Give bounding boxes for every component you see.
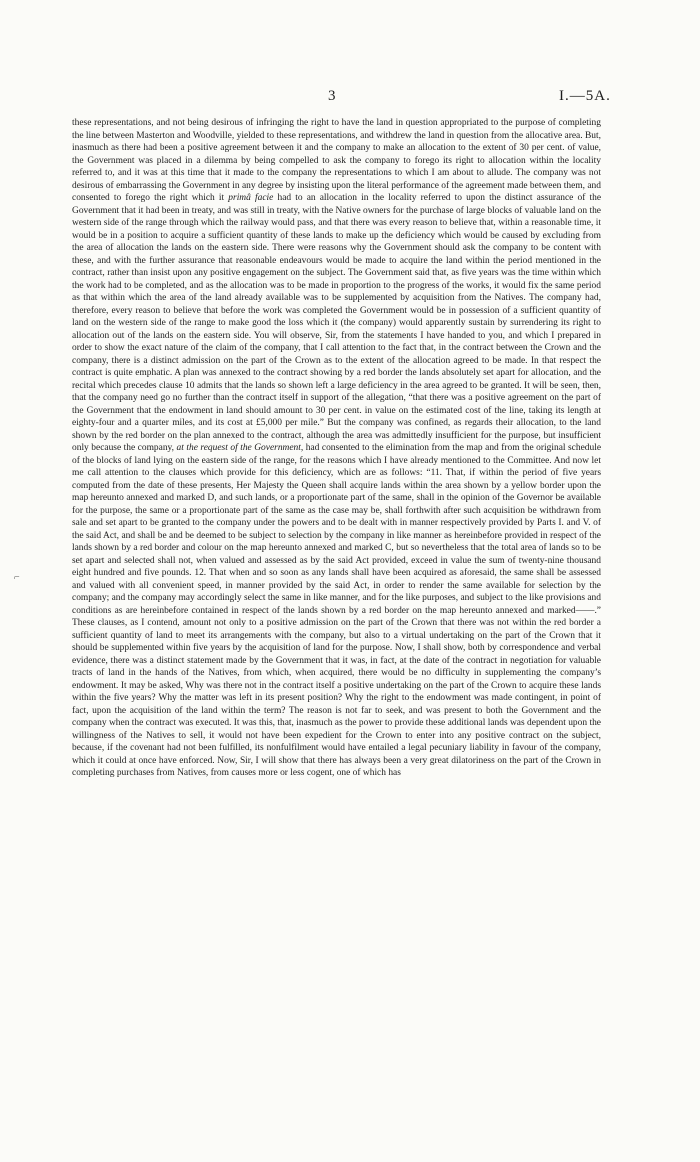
page-number: 3 xyxy=(328,88,336,104)
body-text-part-3: had consented to the elimination from the map and from the original schedule of the blocks of land lying on the eastern side of the range, for the reasons which I have already mentioned to the Committee. And now let me call attention to the clauses which provide for this deficiency, which are as follows: “11. That, if within the period of five years computed from the date of these presents, Her Majesty the Queen shall acquire lands within the area shown by a yellow border upon the map hereunto annexed and marked D, and such lands, or a proportionate part of the same, shall in the opinion of the Governor be available for the purpose, the same or a proportionate part of the same as the case may be, shall forthwith after such acquisition be withdrawn from sale and set apart to be granted to the company under the powers and to be dealt with in manner respectively provided by Parts I. and V. of the said Act, and shall be and be deemed to be subject to selection by the company in like manner as hereinbefore provided in respect of the lands shown by a red border and colour on the map hereunto annexed and marked C, but so nevertheless that the total area of lands so to be set apart and selected shall not, when valued and assessed as by the said Act provided, exceed in value the sum of twenty-nine thousand eight hundred and five pounds. 12. That when and so soon as any lands shall have been acquired as aforesaid, the same shall be assessed and valued with all convenient speed, in manner provided by the said Act, in order to render the same available for selection by the company; and the company may accordingly select the same in like manner, and for the like purposes, and subject to the like provisions and conditions as are hereinbefore contained in respect of the lands shown by a red border on the map hereunto annexed and marked——.” These clauses, as I contend, amount not only to a positive admission on the part of the Crown that there was not within the red border a sufficient quantity of land to meet its arrangements with the company, but also to a virtual undertaking on the part of the Crown that it should be supplemented within five years by the acquisition of land for the purpose. Now, I shall show, both by correspondence and verbal evidence, there was a distinct statement made by the Government that it was, in fact, at the date of the contract in negotiation for valuable tracts of land in the hands of the Natives, from which, when acquired, there would be no difficulty in supplementing the company’s endowment. It may be asked, Why was there not in the contract itself a positive undertaking on the part of the Crown to acquire these lands within the five years? Why the matter was left in its present position? Why the right to the endowment was made contingent, in point of fact, upon the acquisition of the land within the term? The reason is not far to seek, and was present to both the Government and the company when the contract was executed. It was this, that, inasmuch as the power to provide these additional lands was dependent upon the willingness of the Natives to sell, it would not have been expedient for the Crown to enter into any positive contract on the subject, because, if the covenant had not been fulfilled, its nonfulfilment would have entailed a legal pecuniary liability in favour of the company, which it could at once have enforced. Now, Sir, I will show that there has always been a very great dilatoriness on the part of the Crown in completing purchases from Natives, from causes more or less cogent, one of which has xyxy=(72,443,602,778)
italic-phrase-request: at the request of the Government, xyxy=(176,443,304,453)
body-paragraph xyxy=(72,117,601,780)
body-text-part-1: these representations, and not being desirous of infringing the right to have the land in question appropriated to the purpose of completing the line between Masterton and Woodville, yielded to these representations, and withdrew the land in question from the allocative area. But, inasmuch as there had been a positive agreement between it and the company to make an allocation to the extent of 30 per cent. of value, the Government was placed in a dilemma by being compelled to ask the company to forego its right to allocation within the locality referred to, and it was at this time that it made to the company the representations to which I am about to allude. The company was not desirous of embarrassing the Government in any degree by insisting upon the literal performance of the agreement made between them, and consented to forego the right which it xyxy=(72,118,601,203)
document-reference: I.—5A. xyxy=(559,88,611,104)
margin-mark: ⌐ xyxy=(14,572,20,583)
body-text-part-2: had to an allocation in the locality referred to upon the distinct assurance of the Government that it had been in treaty, and was still in treaty, with the Native owners for the purchase of large blocks of valuable land on the western side of the range through which the railway would pass, and that there was every reason to believe that, within a reasonable time, it would be in a position to acquire a sufficient quantity of these lands to make up the deficiency which would be caused by excluding from the area of allocation the lands on the eastern side. There were reasons why the Government should ask the company to be content with these, and with the further assurance that reasonable endeavours would be made to acquire the land within the period mentioned in the contract, rather than insist upon any positive engagement on the subject. The Government said that, as five years was the time within which the work had to be completed, and as the allocation was to be made in proportion to the progress of the works, it would fix the same period as that within which the area of the land already available was to be supplemented by acquisition from the Natives. The company had, therefore, every reason to believe that before the work was completed the Government would be in possession of a sufficient quantity of land on the western side of the range to make good the loss which it (the company) would apparently sustain by surrendering its right to allocation out of the lands on the eastern side. You will observe, Sir, from the statements I have handed to you, and which I prepared in order to show the exact nature of the claim of the company, that I call attention to the fact that, in the contract between the Crown and the company, there is a distinct admission on the part of the Crown as to the extent of the allocation agreed to be made. In that respect the contract is quite emphatic. A plan was annexed to the contract showing by a red border the lands absolutely set apart for allocation, and the recital which precedes clause 10 admits that the lands so shown left a large deficiency in the area agreed to be granted. It will be seen, then, that the company need go no further than the contract itself in support of the allegation, “that there was a positive agreement on the part of the Government that the endowment in land should amount to 30 per cent. in value on the estimated cost of the line, taking its length at eighty-four and a quarter miles, and its cost at £5,000 per mile.” But the company was confined, as regards their allocation, to the land shown by the red border on the plan annexed to the contract, although the area was admittedly insufficient for the purpose, but insufficient only because the company, xyxy=(72,193,602,453)
italic-phrase-prima-facie: primâ facie xyxy=(228,193,274,203)
